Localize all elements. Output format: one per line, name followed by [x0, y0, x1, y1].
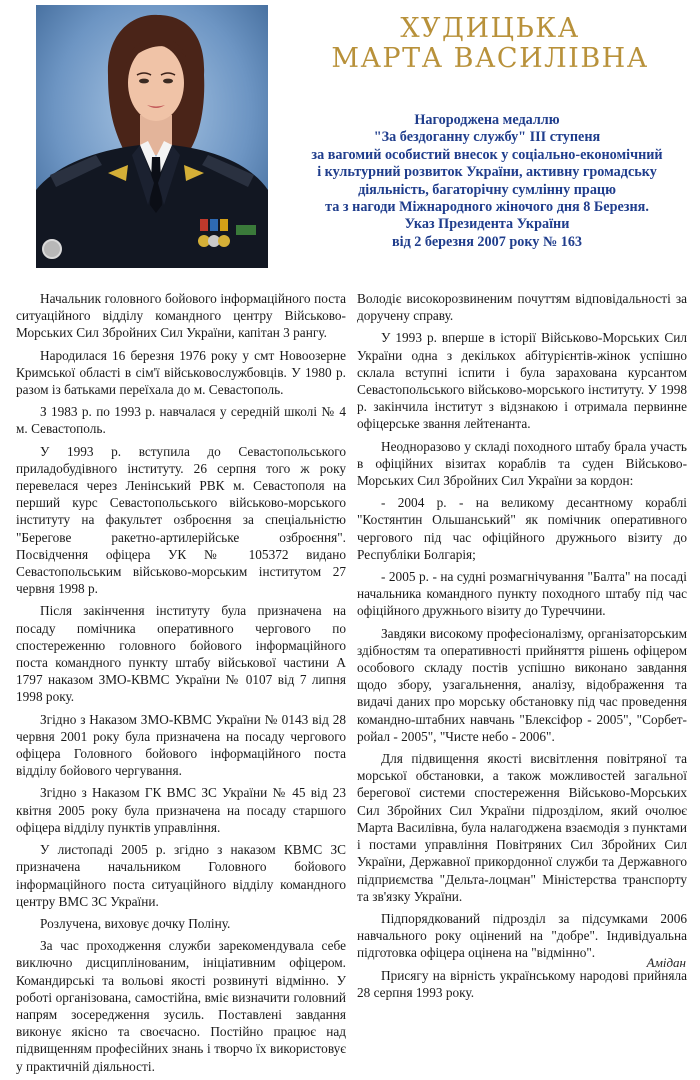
paragraph: Після закінчення інституту була призначена на посаду помічника оперативного чергового по спостереженню головного бойового інформаційного поста командного пункту штабу військової частини А 1797 наказом ЗМО-КВМС України № 0107 від 7 липня 1998 року. — [16, 603, 346, 705]
paragraph: У листопаді 2005 р. згідно з наказом КВМС ЗС призначена начальником Головного бойового інформаційного поста ситуаційного відділу командного центру ВМС ЗС України. — [16, 842, 346, 909]
given-names: МАРТА ВАСИЛІВНА — [331, 43, 649, 74]
biography-right-column — [357, 290, 687, 1006]
award-line: за вагомий особистий внесок у соціально-економічний — [311, 146, 663, 163]
paragraph: Згідно з Наказом ЗМО-КВМС України № 0143 від 28 червня 2001 року була призначена на посаду чергового офіцера Головного бойового інформаційного поста відділу бойового чергування. — [16, 711, 346, 779]
award-line: "За бездоганну службу" ІІІ ступеня — [373, 129, 601, 146]
paragraph: У 1993 р. вперше в історії Військово-Морських Сил України одна з декількох абітурієнтів-жінок успішно склала вступні іспити і була зарахована курсантом Севастопольського військово-морського інституту. У 1998 р. закінчила інститут з відзнакою і отримала первинне офіцерське звання лейтенанта. — [357, 330, 687, 432]
award-line: та з нагоди Міжнародного жіночого дня 8 Березня. — [325, 199, 649, 216]
award-line: від 2 березня 2007 року № 163 — [391, 233, 583, 250]
surname: ХУДИЦЬКА — [400, 13, 580, 44]
person-name — [300, 14, 680, 74]
paragraph: За час проходження служби зарекомендувала себе виключно дисциплінованим, ініціативним офіцером. Командирські та вольові якості розвинуті відмінно. У роботі організована, самостійна, вміє визначити головний напрям зосередження зусиль. Поставлені завдання виконує якісно та своєчасно. Постійно працює над підвищенням професійних знань і творчо їх використовує у практичній діяльності. — [16, 938, 346, 1074]
biography-left-column — [16, 290, 346, 1080]
paragraph: Згідно з Наказом ГК ВМС ЗС України № 45 від 23 квітня 2005 року була призначена на посаду старшого офіцера відділу пунктів управління. — [16, 785, 346, 835]
paragraph-continuation: Володіє високорозвиненим почуттям відповідальності за доручену справу. — [357, 291, 687, 324]
paragraph: Підпорядкований підрозділ за підсумками 2006 навчального року оцінений на "добре". Індивідуальна підготовка офіцера оцінена на "відмінно". — [357, 910, 687, 961]
award-line: діяльність, багаторічну сумлінну працю — [358, 181, 616, 198]
award-line: Нагороджена медаллю — [414, 112, 560, 128]
portrait-photo — [36, 5, 268, 268]
paragraph: Розлучена, виховує дочку Поліну. — [40, 915, 231, 931]
paragraph: Начальник головного бойового інформаційного поста ситуаційного відділу командного центру Військово-Морських Сил Збройних Сил України, капітан 3 рангу. — [16, 291, 346, 341]
paragraph: Народилася 16 березня 1976 року у смт Новоозерне Кримської області в сім'ї військовослужбовців. У 1980 р. разом із батьками переїхала до м. Севастополь. — [16, 347, 346, 398]
paragraph: Неодноразово у складі походного штабу брала участь в офіційних візитах кораблів та суден Військово-Морських Сил Збройних Сил України за кордон: — [357, 438, 687, 489]
award-text — [283, 112, 691, 251]
paragraph: Завдяки високому професіоналізму, організаторським здібностям та оперативності прийняття рішень офіцером особового складу постів успішно виконано завдання щодо збору, узагальнення, аналізу, відображення та видачі даних про морську обстановку під час проведення командно-штабних навчань "Блексіфор - 2005", "Сорбет-ройал - 2005", "Чисте небо - 2006". — [357, 625, 687, 744]
paragraph: Для підвищення якості висвітлення повітряної та морської обстановки, а також можливостей загальної берегової системи спостереження Військово-Морських Сил Збройних Сил України підрозділом, який очолює Марта Василівна, була налагоджена взаємодія з пунктами і постами управління Повітряних Сил Збройних Сил України, Державної прикордонної служби та Державного підприємства "Дельта-лоцман" Міністерства транспорту та зв'язку України. — [357, 751, 687, 904]
paragraph: Присягу на вірність українському народові прийняла 28 серпня 1993 року. — [357, 967, 687, 1000]
award-line: Указ Президента України — [404, 216, 570, 233]
paragraph: У 1993 р. вступила до Севастопольського приладобудівного інституту. 26 серпня того ж року перевелася через Ленінський РВК м. Севастополя на перший курс Севастопольського військово-морського інституту на факультет озброєння за спеціальністю "Берегове ракетно-артилерійське озброєння". Посвідчення офіцера УК № 105372 видано Севастопольським військово-морським інститутом 27 червня 1998 р. — [16, 443, 346, 597]
author-signature: Амідан — [646, 955, 686, 970]
paragraph: - 2004 р. - на великому десантному кораблі "Костянтин Ольшанський" як помічник оперативного чергового під час офіційного дружнього візиту до Республіки Болгарія; — [357, 495, 687, 562]
paragraph: З 1983 р. по 1993 р. навчалася у середній школі № 4 м. Севастополь. — [16, 404, 346, 437]
paragraph: - 2005 р. - на судні розмагнічування "Балта" на посаді начальника командного пункту походного штабу під час офіційного дружнього візиту до Туреччини. — [357, 569, 687, 619]
award-line: і культурний розвиток України, активну громадську — [317, 164, 657, 181]
